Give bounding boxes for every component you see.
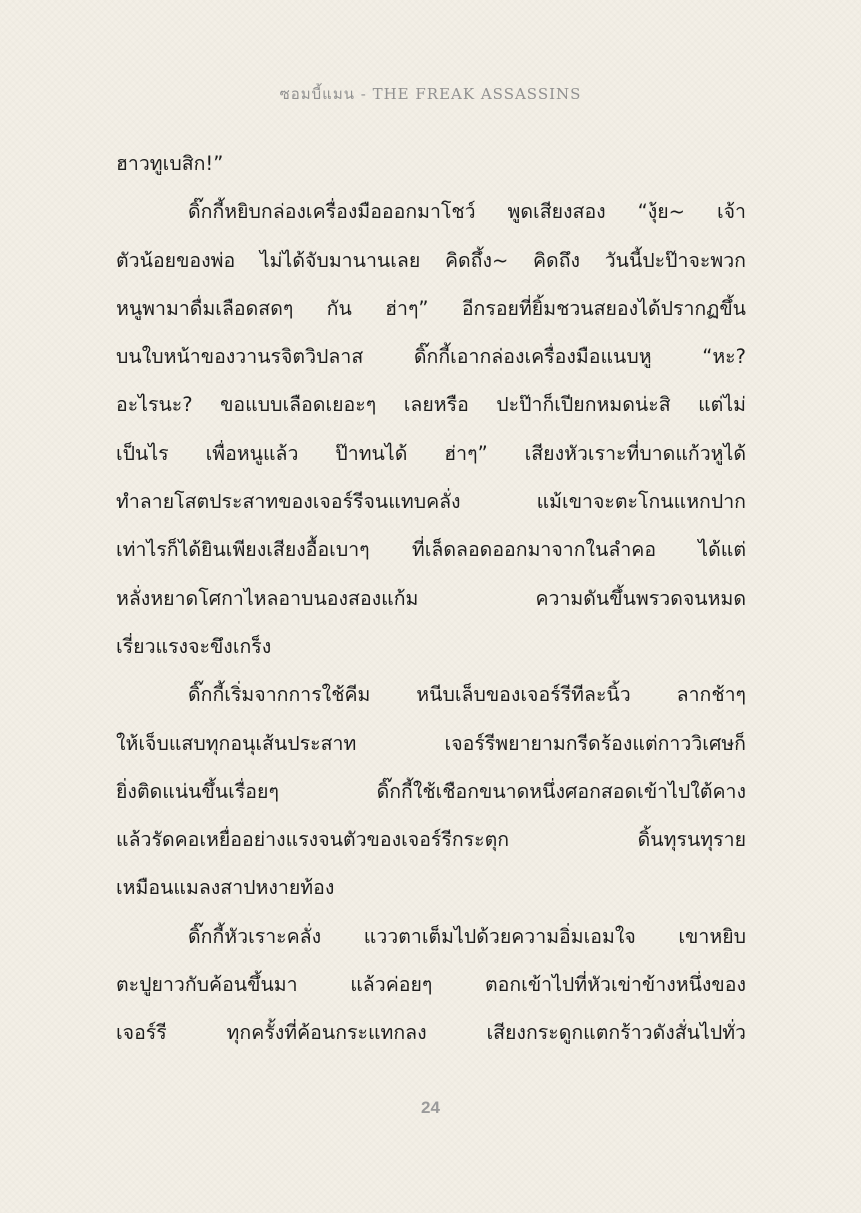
running-header: ซอมบี้แมน - THE FREAK ASSASSINS [279,85,582,103]
page-number: 24 [421,1098,440,1117]
text-line: เท่าไรก็ได้ยินเพียงเสียงอื้อเบาๆ ที่เล็ดลอดออกมาจากในลำคอ ได้แต่ [116,538,746,562]
text-line: ดิ๊กกี้เริ่มจากการใช้คีม หนีบเล็บของเจอร์รีทีละนิ้ว ลากช้าๆ [188,683,746,707]
text-line: ให้เจ็บแสบทุกอนุเส้นประสาท เจอร์รีพยายามกรีดร้องแต่กาววิเศษก็ [116,731,746,755]
text-line: ดิ๊กกี้หยิบกล่องเครื่องมือออกมาโชว์ พูดเสียงสอง “งุ้ย~ เจ้า [188,200,746,224]
text-line: เรี่ยวแรงจะขึงเกร็ง [116,634,272,658]
text-line: แล้วรัดคอเหยื่ออย่างแรงจนตัวของเจอร์รีกระตุก ดิ้นทุรนทุราย [116,828,746,852]
text-line: ทำลายโสตประสาทของเจอร์รีจนแทบคลั่ง แม้เขาจะตะโกนแหกปาก [116,490,746,514]
body-text [116,143,746,1061]
text-line: เจอร์รี ทุกครั้งที่ค้อนกระแทกลง เสียงกระดูกแตกร้าวดังสั่นไปทั่ว [116,1021,746,1045]
text-line: ดิ๊กกี้หัวเราะคลั่ง แววตาเต็มไปด้วยความอิ่มเอมใจ เขาหยิบ [188,924,746,948]
text-line: เหมือนแมลงสาปหงายท้อง [116,876,335,900]
text-line: เป็นไร เพื่อหนูแล้ว ป๊าทนได้ ฮ่าๆ” เสียงหัวเราะที่บาดแก้วหูได้ [116,441,746,465]
text-line: ฮาวทูเบสิก!” [116,152,224,175]
text-line: อะไรนะ? ขอแบบเลือดเยอะๆ เลยหรือ ปะป๊าก็เปียกหมดน่ะสิ แต่ไม่ [116,393,746,417]
text-line: หนูพามาดื่มเลือดสดๆ กัน ฮ่าๆ” อีกรอยที่ยิ้มชวนสยองได้ปรากฏขึ้น [116,296,746,320]
text-line: ตัวน้อยของพ่อ ไม่ได้จับมานานเลย คิดถึ้ง~ คิดถึง วันนี้ปะป๊าจะพวก [116,248,746,272]
text-line: หลั่งหยาดโศกาไหลอาบนองสองแก้ม ความดันขึ้นพรวดจนหมด [116,586,746,610]
text-line: ตะปูยาวกับค้อนขึ้นมา แล้วค่อยๆ ตอกเข้าไปที่หัวเข่าข้างหนึ่งของ [116,973,746,997]
text-line: ยิ่งติดแน่นขึ้นเรื่อยๆ ดิ๊กกี้ใช้เชือกขนาดหนึ่งศอกสอดเข้าไปใต้คาง [116,779,746,803]
text-line: บนใบหน้าของวานรจิตวิปลาส ดิ๊กกี้เอากล่องเครื่องมือแนบหู “หะ? [116,345,746,369]
